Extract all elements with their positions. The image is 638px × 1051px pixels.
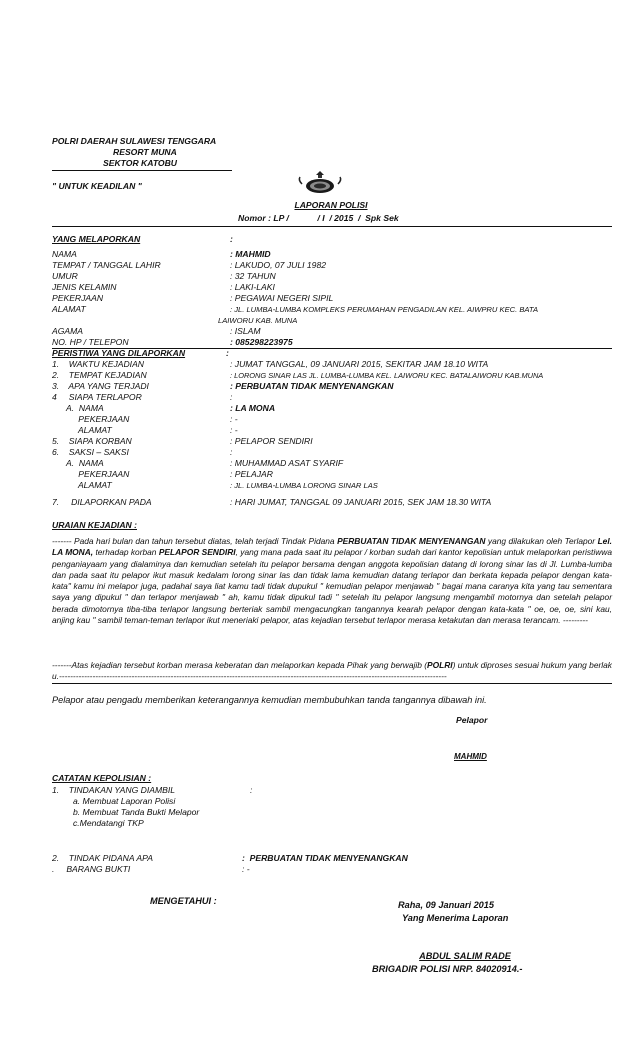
header-line-1: POLRI DAERAH SULAWESI TENGGARA bbox=[52, 136, 217, 146]
pelapor-row-nama: NAMA : MAHMID bbox=[52, 249, 271, 259]
peristiwa-row-korban: 5. SIAPA KORBAN : PELAPOR SENDIRI bbox=[52, 436, 313, 446]
mengetahui-label: MENGETAHUI : bbox=[150, 896, 217, 906]
header-line-3: SEKTOR KATOBU bbox=[103, 158, 178, 168]
pelapor-row-umur: UMUR : 32 TAHUN bbox=[52, 271, 276, 281]
section-uraian-heading: URAIAN KEJADIAN : bbox=[52, 520, 137, 530]
pelapor-name: MAHMID bbox=[454, 752, 487, 761]
pelapor-row-ttl: TEMPAT / TANGGAL LAHIR : LAKUDO, 07 JULI 1982 bbox=[52, 260, 327, 270]
uraian-paragraph-1: ------- Pada hari bulan dan tahun tersebut diatas, telah terjadi Tindak Pidana PERBUATAN TIDAK MENYENANGAN yang dilakukan oleh Terlapor Lel. LA MONA, terhadap korban PELAPOR SENDIRI, yang mana pada saat itu pelapor / korban sudah dari kantor kepolisian untuk melaporkan peristiwwa penganiayaam yang dialaminya dan kemudian setelah itu pelapor bersama dengan anggota kepolisian datang di lorong sinar las di Jl. Lumba-lumba dan pada saat itu pelapor ikut masuk kedalam lorong sinar las dan tidak lama kemudian datang terlapor dan berkata kepada pelapor dengan kata-kata" kamu ini melapor juga, padahal saya liat kamu tadi tidak dupukul " kemudian pelapor menjawab " bagai mana caranya kita yang tau sementara saya yang dipukul " dan terlapor menjawab " ah, kamu tidak dipukul tadi " setelah itu pelapor langsung mengambil motornya dan setelah pelapor berada dimotornya tiba-tiba terlapor langsung berteriak sambil mengacungkan tangannya kearah pelapor dengan kata-kata " oe, oe, oe, sini kau, anjing kau " sambil teman-teman terlapor ikut meneriaki pelapor, atas kejadian tersebut terlapor merasa ketakutan dan merasa terancam. --------- bbox=[52, 536, 612, 626]
catatan-sub-c: c.Mendatangi TKP bbox=[73, 818, 144, 828]
section-pelapor-heading: YANG MELAPORKAN bbox=[52, 234, 141, 244]
peristiwa-row-terlapor-pekerjaan: PEKERJAAN : - bbox=[52, 414, 238, 424]
peristiwa-row-saksi-nama: A. NAMA : MUHAMMAD ASAT SYARIF bbox=[52, 458, 344, 468]
peristiwa-row-terlapor-alamat: ALAMAT : - bbox=[52, 425, 238, 435]
peristiwa-row-saksi-pekerjaan: PEKERJAAN : PELAJAR bbox=[52, 469, 273, 479]
catatan-barang-value: : - bbox=[242, 864, 250, 874]
pelapor-row-alamat-cont: LAIWORU KAB. MUNA bbox=[218, 316, 298, 325]
header-rule bbox=[52, 226, 612, 227]
section-pelapor-colon: : bbox=[230, 234, 233, 244]
report-number: Nomor : LP / / I / 2015 / Spk Sek bbox=[238, 213, 399, 223]
pelapor-row-alamat: ALAMAT : JL. LUMBA-LUMBA KOMPLEKS PERUMAHAN PENGADILAN KEL. AIWPRU KEC. BATA bbox=[52, 304, 539, 314]
header-line-2: RESORT MUNA bbox=[113, 147, 177, 157]
peristiwa-row-saksi: 6. SAKSI – SAKSI : bbox=[52, 447, 233, 457]
catatan-sub-a: a. Membuat Laporan Polisi bbox=[73, 796, 176, 806]
report-title: LAPORAN POLISI bbox=[294, 200, 368, 210]
officer-rank: BRIGADIR POLISI NRP. 84020914.- bbox=[372, 964, 523, 974]
closing-statement: Pelapor atau pengadu memberikan keterangannya kemudian membubuhkan tanda tangannya dibawah ini. bbox=[52, 695, 487, 705]
place-date: Raha, 09 Januari 2015 bbox=[398, 900, 495, 910]
uraian-paragraph-2: -------Atas kejadian tersebut korban merasa keberatan dan melaporkan kepada Pihak yang berwajib (POLRI) untuk diproses sesuai hukum yang berlaku.------------------------------------------------------------------------------------------------------------------------------------------- bbox=[52, 660, 612, 682]
section-peristiwa-heading: PERISTIWA YANG DILAPORKAN bbox=[52, 348, 186, 358]
pelapor-row-jenis-kelamin: JENIS KELAMIN : LAKI-LAKI bbox=[52, 282, 275, 292]
peristiwa-row-dilaporkan: 7. DILAPORKAN PADA : HARI JUMAT, TANGGAL 09 JANUARI 2015, SEK JAM 18.30 WITA bbox=[52, 497, 492, 507]
catatan-pidana-value: : PERBUATAN TIDAK MENYENANGKAN bbox=[242, 853, 408, 863]
police-emblem-icon bbox=[296, 170, 344, 194]
header-underline bbox=[52, 170, 232, 171]
motto: " UNTUK KEADILAN " bbox=[52, 181, 142, 191]
pelapor-row-agama: AGAMA : ISLAM bbox=[52, 326, 261, 336]
pelapor-label: Pelapor bbox=[456, 715, 488, 725]
peristiwa-row-apa: 3. APA YANG TERJADI : PERBUATAN TIDAK MENYENANGKAN bbox=[52, 381, 394, 391]
officer-name: ABDUL SALIM RADE bbox=[419, 951, 511, 961]
pelapor-row-telepon: NO. HP / TELEPON : 085298223975 bbox=[52, 337, 293, 347]
peristiwa-row-saksi-alamat: ALAMAT : JL. LUMBA-LUMBA LORONG SINAR LAS bbox=[52, 480, 378, 490]
peristiwa-row-tempat: 2. TEMPAT KEJADIAN : LORONG SINAR LAS JL. LUMBA-LUMBA KEL. LAIWORU KEC. BATALAIWORU KAB.MUNA bbox=[52, 370, 544, 380]
catatan-pidana-label: 2. TINDAK PIDANA APA bbox=[52, 853, 153, 863]
receiver-label: Yang Menerima Laporan bbox=[402, 913, 509, 923]
section-peristiwa-colon: : bbox=[226, 348, 229, 358]
peristiwa-row-terlapor-nama: A. NAMA : LA MONA bbox=[52, 403, 276, 413]
uraian-rule bbox=[52, 683, 612, 684]
section-catatan-heading: CATATAN KEPOLISIAN : bbox=[52, 773, 152, 783]
catatan-tindakan-label: 1. TINDAKAN YANG DIAMBIL bbox=[52, 785, 176, 795]
catatan-tindakan-colon: : bbox=[250, 785, 253, 795]
pelapor-row-pekerjaan: PEKERJAAN : PEGAWAI NEGERI SIPIL bbox=[52, 293, 334, 303]
catatan-barang-label: . BARANG BUKTI bbox=[52, 864, 131, 874]
peristiwa-row-waktu: 1. WAKTU KEJADIAN : JUMAT TANGGAL, 09 JANUARI 2015, SEKITAR JAM 18.10 WITA bbox=[52, 359, 489, 369]
catatan-sub-b: b. Membuat Tanda Bukti Melapor bbox=[73, 807, 200, 817]
peristiwa-row-terlapor: 4 SIAPA TERLAPOR : bbox=[52, 392, 233, 402]
